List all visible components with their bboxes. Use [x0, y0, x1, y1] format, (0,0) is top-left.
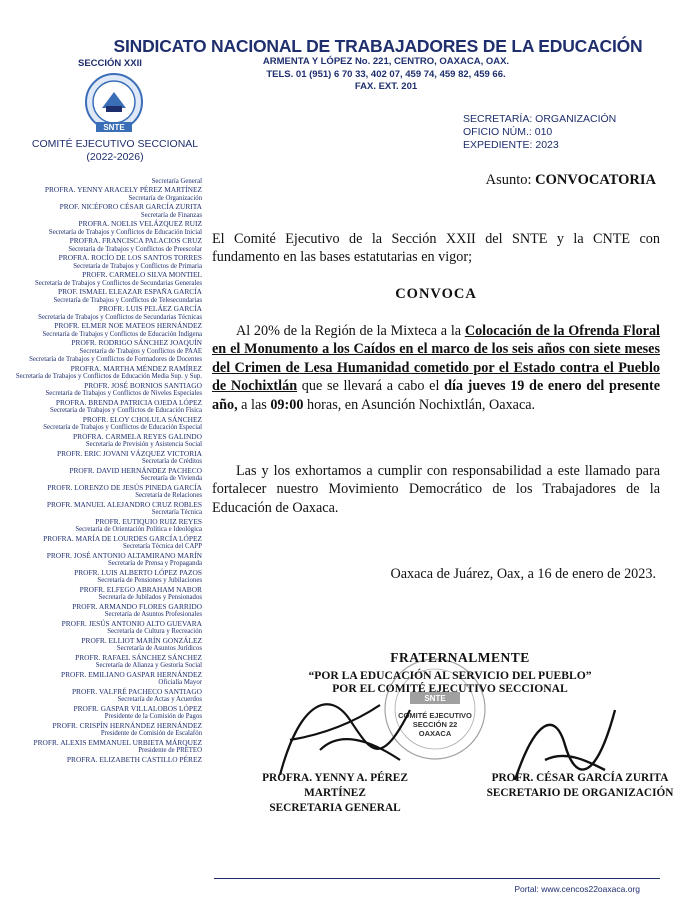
subject-label: Asunto: — [485, 172, 532, 188]
roster-name: PROFR. VALFRÉ PACHECO SANTIAGO — [71, 686, 202, 696]
para-text: que se llevará a cabo el — [297, 378, 445, 395]
roster-name: PROFR. MANUEL ALEJANDRO CRUZ ROBLES — [46, 499, 202, 509]
union-title: SINDICATO NACIONAL DE TRABAJADORES DE LA EDUCACIÓN — [113, 36, 643, 56]
roster-name: PROFRA. ROCÍO DE LOS SANTOS TORRES — [58, 253, 202, 263]
committee-signoff: POR EL COMITÉ EJECUTIVO SECCIONAL — [332, 682, 568, 695]
roster-role: Secretaría de Trabajos y Conflictos de Educación Inicial — [48, 229, 202, 236]
reference-block — [463, 113, 616, 152]
event-time: 09:00 — [270, 396, 304, 413]
roster-name: PROFR. LUIS PELÁEZ GARCÍA — [98, 304, 202, 314]
committee-block — [26, 138, 204, 164]
roster-role: Secretaría de Trabajos y Conflictos de Educación Especial — [43, 424, 202, 432]
event-date: día jueves 19 de enero del presente año, — [212, 378, 660, 413]
roster-role: Secretaría de Asuntos Profesionales — [104, 611, 202, 619]
roster-role: Secretaría de Créditos — [141, 458, 202, 466]
signer-general-secretary — [230, 771, 440, 816]
roster-name: PROFR. ALEXIS EMMANUEL URBIETA MÁRQUEZ — [33, 737, 202, 747]
roster-role: Secretaría de Trabajos y Conflictos de Secundarias Generales — [34, 280, 202, 287]
signer-title: SECRETARIA GENERAL — [269, 802, 401, 814]
stamp-line: OAXACA — [418, 729, 452, 738]
roster-role: Secretaría de Trabajos y Conflictos de Educación Indígena — [42, 331, 202, 338]
roster-role: Presidente de Comisión de Escalafón — [100, 730, 202, 738]
roster-role: Secretaría de Trabajos y Conflictos de Secundarias Técnicas — [38, 314, 202, 321]
roster-name: PROFR. JESÚS ANTONIO ALTO GUEVARA — [61, 618, 202, 628]
roster-name: PROFR. ELLIOT MARÍN GONZÁLEZ — [81, 635, 202, 645]
roster-name: PROFR. ARMANDO FLORES GARRIDO — [72, 601, 202, 611]
roster-role: Secretaría de Orientación Política e Ideológica — [75, 526, 202, 534]
roster-name: PROFR. JOSÉ ANTONIO ALTAMIRANO MARÍN — [46, 550, 202, 560]
roster-role: Secretaría de Vivienda — [140, 475, 202, 483]
roster-name: PROFR. CARMELO SILVA MONTIEL — [82, 270, 202, 280]
roster-role: Presidente de PRETEO — [138, 747, 202, 755]
committee-roster — [4, 178, 202, 764]
roster-role: Secretaría de Trabajos y Conflictos de Niveles Especiales — [45, 390, 202, 398]
roster-role: Secretaría Técnica del CAPP — [123, 543, 202, 551]
para-text: Al 20% de la Región de la Mixteca a la — [236, 323, 465, 339]
roster-role: Secretaría de Pensiones y Jubilaciones — [97, 577, 202, 585]
roster-role: Secretaría de Jubilados y Pensionados — [98, 594, 202, 602]
roster-role: Secretaría General — [151, 178, 202, 185]
roster-name: PROFR. ELOY CHOLULA SÁNCHEZ — [82, 414, 202, 424]
signer-name: PROFR. CÉSAR GARCÍA ZURITA — [491, 772, 669, 784]
committee-name: COMITÉ EJECUTIVO SECCIONAL — [31, 138, 199, 150]
roster-name: PROFR. EUTIQUIO RUIZ REYES — [95, 516, 202, 526]
roster-role: Oficialía Mayor — [158, 679, 202, 687]
roster-name: PROFRA. MARÍA DE LOURDES GARCÍA LÓPEZ — [43, 533, 202, 543]
roster-role: Secretaría Técnica — [151, 509, 202, 517]
signer-name: PROFRA. YENNY A. PÉREZ MARTÍNEZ — [262, 772, 408, 799]
roster-name: PROFRA. FRANCISCA PALACIOS CRUZ — [69, 236, 202, 246]
oficio-number: OFICIO NÚM.: 010 — [463, 126, 553, 138]
date-line: Oaxaca de Juárez, Oax, a 16 de enero de 2023. — [390, 566, 656, 582]
roster-name: PROFR. EMILIANO GASPAR HERNÁNDEZ — [61, 669, 202, 679]
committee-period: (2022-2026) — [86, 151, 144, 163]
fax-line: FAX. EXT. 201 — [354, 81, 418, 92]
roster-name: PROFR. LUIS ALBERTO LÓPEZ PAZOS — [74, 567, 202, 577]
stamp-line: COMITÉ EJECUTIVO — [398, 711, 472, 720]
roster-role: Secretaría de Trabajos y Conflictos de Educación Media Sup. y Sup. — [15, 373, 202, 381]
snte-logo — [82, 72, 146, 136]
roster-name: PROFRA. BRENDA PATRICIA OJEDA LÓPEZ — [55, 397, 202, 407]
roster-name: PROFR. ERIC JOVANI VÁZQUEZ VICTORIA — [56, 448, 202, 458]
section-label: SECCIÓN XXII — [78, 58, 142, 69]
roster-role: Secretaría de Prensa y Propaganda — [108, 560, 202, 568]
roster-name: PROFR. GASPAR VILLALOBOS LÓPEZ — [73, 703, 202, 713]
roster-name: PROFRA. ELIZABETH CASTILLO PÉREZ — [66, 754, 202, 764]
roster-role: Secretaría de Trabajos y Conflictos de Preescolar — [68, 246, 202, 253]
roster-role: Secretaría de Actas y Acuerdos — [117, 696, 202, 704]
roster-role: Secretaría de Alianza y Gestoría Social — [95, 662, 202, 670]
para-text: a las — [237, 396, 271, 413]
roster-name: PROFRA. CARMELA REYES GALINDO — [73, 431, 202, 441]
stamp-logo-text: SNTE — [424, 694, 446, 703]
roster-role: Secretaría de Cultura y Recreación — [107, 628, 202, 636]
secretaria-ref: SECRETARÍA: ORGANIZACIÓN — [463, 113, 617, 125]
roster-name: PROFR. JOSÉ BORNIOS SANTIAGO — [84, 380, 202, 390]
signer-title: SECRETARIO DE ORGANIZACIÓN — [486, 787, 674, 799]
roster-name: PROFR. LORENZO DE JESÚS PINEDA GARCÍA — [47, 482, 202, 492]
roster-role: Secretaría de Finanzas — [140, 212, 202, 219]
roster-name: PROFR. CRISPÍN HERNÁNDEZ HERNÁNDEZ — [52, 720, 202, 730]
convocation-paragraph — [212, 322, 660, 414]
roster-role: Secretaría de Relaciones — [135, 492, 202, 500]
roster-role: Secretaría de Trabajos y Conflictos de PAAE — [79, 348, 202, 355]
convoca-heading: CONVOCA — [395, 286, 477, 302]
para-text: horas, en Asunción Nochixtlán, Oaxaca. — [303, 396, 536, 413]
exhort-paragraph: Las y los exhortamos a cumplir con responsabilidad a este llamado para fortalecer nuestro Movimiento Democrático de los Trabajadores de la Educación de Oaxaca. — [212, 463, 660, 516]
address-line: ARMENTA Y LÓPEZ No. 221, CENTRO, OAXACA, OAX. — [262, 56, 510, 67]
roster-role: Secretaría de Trabajos y Conflictos de Educación Física — [50, 407, 202, 415]
roster-role: Secretaría de Organización — [128, 195, 202, 202]
signer-organization-secretary — [470, 771, 690, 801]
stamp-line: SECCIÓN 22 — [412, 720, 458, 729]
roster-role: Secretaría de Trabajos y Conflictos de Primaria — [73, 263, 202, 270]
roster-name: PROF. NICÉFORO CÉSAR GARCÍA ZURITA — [59, 202, 202, 212]
roster-name: PROFR. RODRIGO SÁNCHEZ JOAQUÍN — [71, 338, 202, 348]
roster-name: PROFR. ELMER NOE MATEOS HERNÁNDEZ — [54, 321, 202, 331]
roster-role: Secretaría de Previsión y Asistencia Social — [85, 441, 202, 449]
roster-name: PROFRA. YENNY ARACELY PÉREZ MARTÍNEZ — [44, 185, 202, 195]
roster-role: Secretaría de Trabajos y Conflictos de Formadores de Docentes — [29, 356, 202, 364]
subject-line — [486, 172, 656, 189]
intro-paragraph: El Comité Ejecutivo de la Sección XXII del SNTE y la CNTE con fundamento en las bases estatutarias en vigor; — [212, 231, 660, 266]
roster-name: PROFR. ELFEGO ABRAHAM NABOR — [79, 584, 202, 594]
event-title: Colocación de la Ofrenda Floral en el Monumento a los Caídos en el marco de los seis años con siete meses del Crimen de Lesa Humanidad cometido por el Estado contra el Pueblo de Nochixtlán — [212, 323, 660, 395]
motto: “POR LA EDUCACIÓN AL SERVICIO DEL PUEBLO” — [308, 669, 592, 682]
subject-value: CONVOCATORIA — [535, 172, 656, 188]
roster-role: Presidente de la Comisión de Pagos — [104, 713, 202, 721]
roster-name: PROFRA. MARTHA MÉNDEZ RAMÍREZ — [70, 363, 202, 373]
roster-name: PROF. ISMAEL ELEAZAR ESPAÑA GARCÍA — [57, 287, 202, 297]
roster-role: Secretaría de Trabajos y Conflictos de Telesecundarias — [53, 297, 202, 304]
phone-line: TELS. 01 (951) 6 70 33, 402 07, 459 74, 459 82, 459 66. — [266, 68, 506, 80]
footer-divider — [214, 878, 660, 879]
expediente-ref: EXPEDIENTE: 2023 — [463, 139, 559, 151]
roster-role: Secretaría de Asuntos Jurídicos — [116, 645, 202, 653]
roster-name: PROFRA. NOELIS VELÁZQUEZ RUIZ — [78, 219, 202, 229]
roster-name: PROFR. RAFAEL SÁNCHEZ SÁNCHEZ — [75, 652, 202, 662]
roster-name: PROFR. DAVID HERNÁNDEZ PACHECO — [69, 465, 202, 475]
portal-link[interactable]: Portal: www.cencos22oaxaca.org — [514, 884, 640, 894]
address-block — [236, 56, 536, 94]
closing-salutation: FRATERNALMENTE — [390, 650, 530, 665]
motto-block — [240, 669, 660, 695]
logo-text: SNTE — [103, 123, 125, 132]
